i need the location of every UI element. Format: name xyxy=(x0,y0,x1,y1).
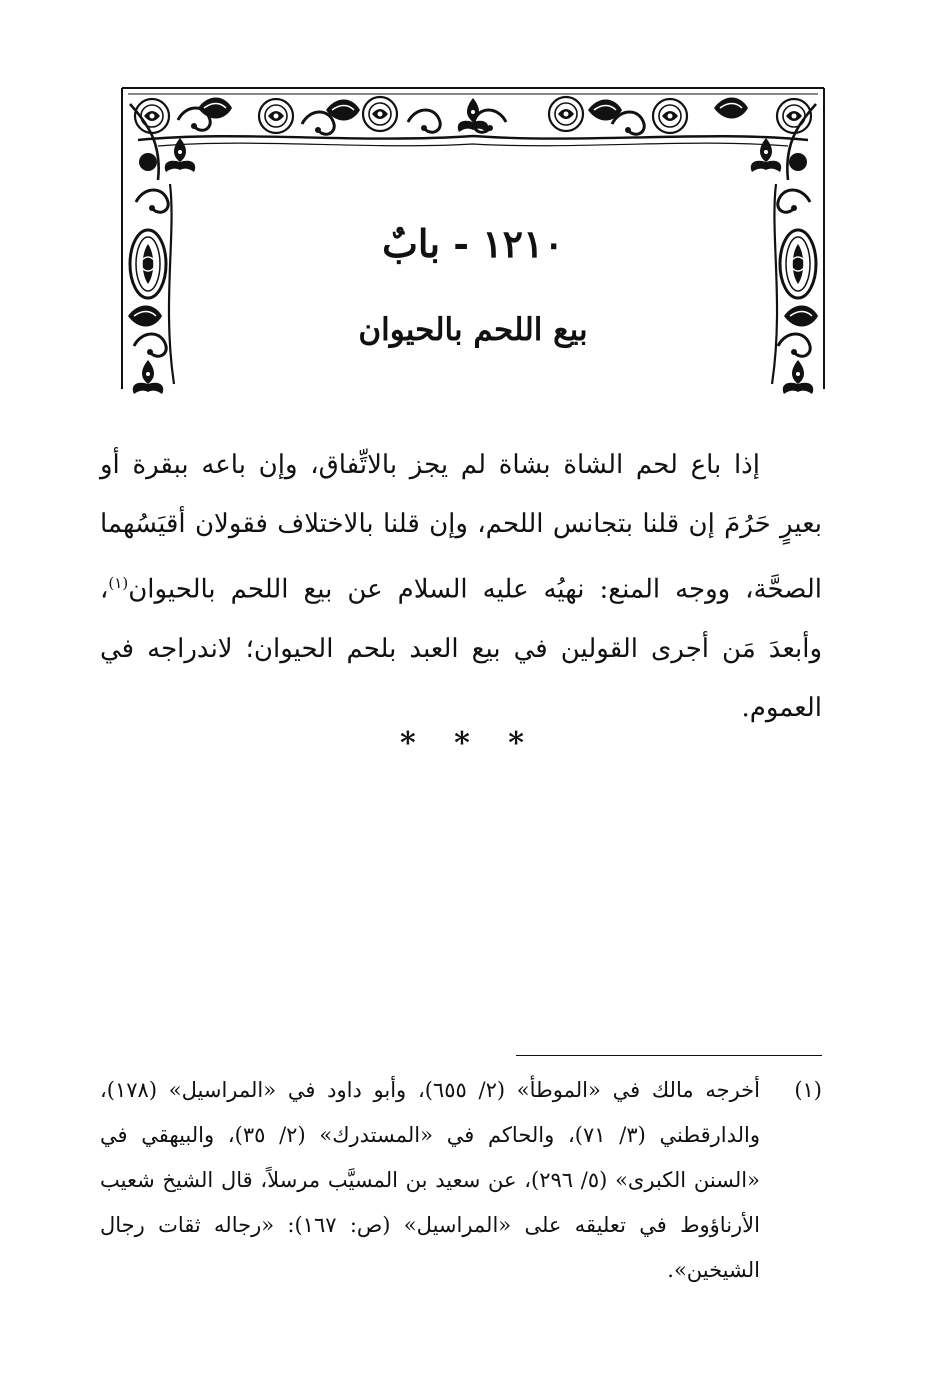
chapter-title: بيع اللحم بالحيوان xyxy=(358,312,588,348)
section-separator: * * * xyxy=(400,726,538,761)
footnote-item xyxy=(100,1068,822,1293)
footnote-divider xyxy=(516,1055,822,1056)
footnote-number: (١) xyxy=(794,1078,822,1102)
paragraph-text: إذا باع لحم الشاة بشاة لم يجز بالاتِّفاق، وإن باعه ببقرة أو بعيرٍ حَرُمَ إن قلنا بتجانس اللحم، وإن قلنا بالاختلاف فقولان أقيَسُهما الصحَّة، ووجه المنع: نهيُه عليه السلام عن بيع اللحم بالحيوان xyxy=(100,450,822,605)
footnote-text: أخرجه مالك في «الموطأ» (٢/ ٦٥٥)، وأبو داود في «المراسيل» (١٧٨)، والدارقطني (٣/ ٧١)، والحاكم في «المستدرك» (٢/ ٣٥)، والبيهقي في «السنن الكبرى» (٥/ ٢٩٦)، عن سعيد بن المسيَّب مرسلاً، قال الشيخ شعيب الأرناؤوط في تعليقه على «المراسيل» (ص: ١٦٧): «رجاله ثقات رجال الشيخين». xyxy=(100,1078,760,1282)
footnote-reference[interactable]: (١) xyxy=(108,574,129,592)
main-paragraph xyxy=(100,436,822,738)
chapter-number-heading: ١٢١٠ - بابٌ xyxy=(382,221,564,266)
footnotes-section xyxy=(100,1068,822,1293)
chapter-header xyxy=(118,84,828,396)
paragraph-text-continued: ، وأبعدَ مَن أجرى القولين في بيع العبد بلحم الحيوان؛ لاندراجه في العموم. xyxy=(100,574,823,723)
